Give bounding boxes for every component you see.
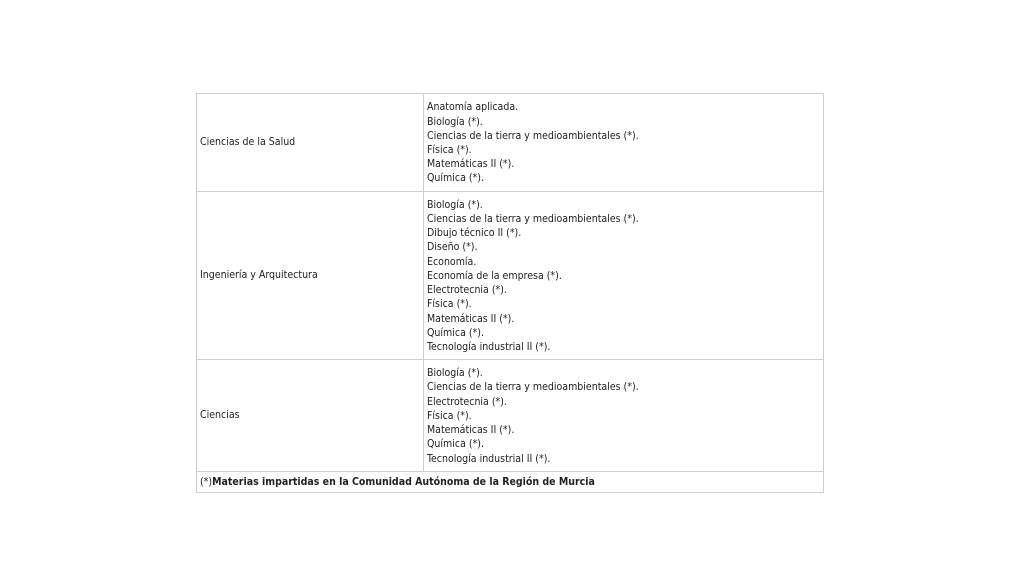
subject-item: Física (*).	[427, 409, 472, 422]
subject-item: Tecnología industrial II (*).	[427, 452, 551, 465]
subject-list-cell	[424, 94, 824, 192]
subject-item: Anatomía aplicada.	[427, 101, 519, 114]
subject-item: Química (*).	[427, 326, 484, 339]
subject-item: Física (*).	[427, 298, 472, 311]
branch-cell: Ingeniería y Arquitectura	[197, 192, 424, 360]
subject-item: Biología (*).	[427, 198, 483, 211]
subjects-table-container	[196, 93, 824, 493]
subject-list-cell	[424, 360, 824, 472]
subject-item: Matemáticas II (*).	[427, 424, 515, 437]
footnote-text: Materias impartidas en la Comunidad Autónoma de la Región de Murcia	[212, 475, 595, 488]
subject-item: Matemáticas II (*).	[427, 158, 515, 171]
subject-item: Tecnología industrial II (*).	[427, 340, 551, 353]
subject-item: Electrotecnia (*).	[427, 395, 507, 408]
branch-cell: Ciencias de la Salud	[197, 94, 424, 192]
subject-item: Electrotecnia (*).	[427, 284, 507, 297]
subject-item: Química (*).	[427, 172, 484, 185]
subject-item: Biología (*).	[427, 367, 483, 380]
subject-item: Ciencias de la tierra y medioambientales (*).	[427, 213, 639, 226]
subject-item: Dibujo técnico II (*).	[427, 227, 522, 240]
branch-cell: Ciencias	[197, 360, 424, 472]
table-row	[197, 360, 824, 472]
subject-item: Economía de la empresa (*).	[427, 269, 562, 282]
subject-item: Economía.	[427, 255, 477, 268]
table-row	[197, 94, 824, 192]
subject-item: Biología (*).	[427, 115, 483, 128]
subject-list-cell	[424, 192, 824, 360]
subject-item: Química (*).	[427, 438, 484, 451]
footnote-mark: (*)	[200, 475, 213, 488]
subjects-table	[196, 93, 824, 493]
footnote-row	[197, 472, 824, 493]
subject-item: Matemáticas II (*).	[427, 312, 515, 325]
footnote-cell	[197, 472, 824, 493]
table-row	[197, 192, 824, 360]
subject-item: Física (*).	[427, 144, 472, 156]
subject-item: Ciencias de la tierra y medioambientales (*).	[427, 129, 639, 142]
subject-item: Ciencias de la tierra y medioambientales (*).	[427, 381, 639, 394]
subject-item: Diseño (*).	[427, 241, 478, 254]
